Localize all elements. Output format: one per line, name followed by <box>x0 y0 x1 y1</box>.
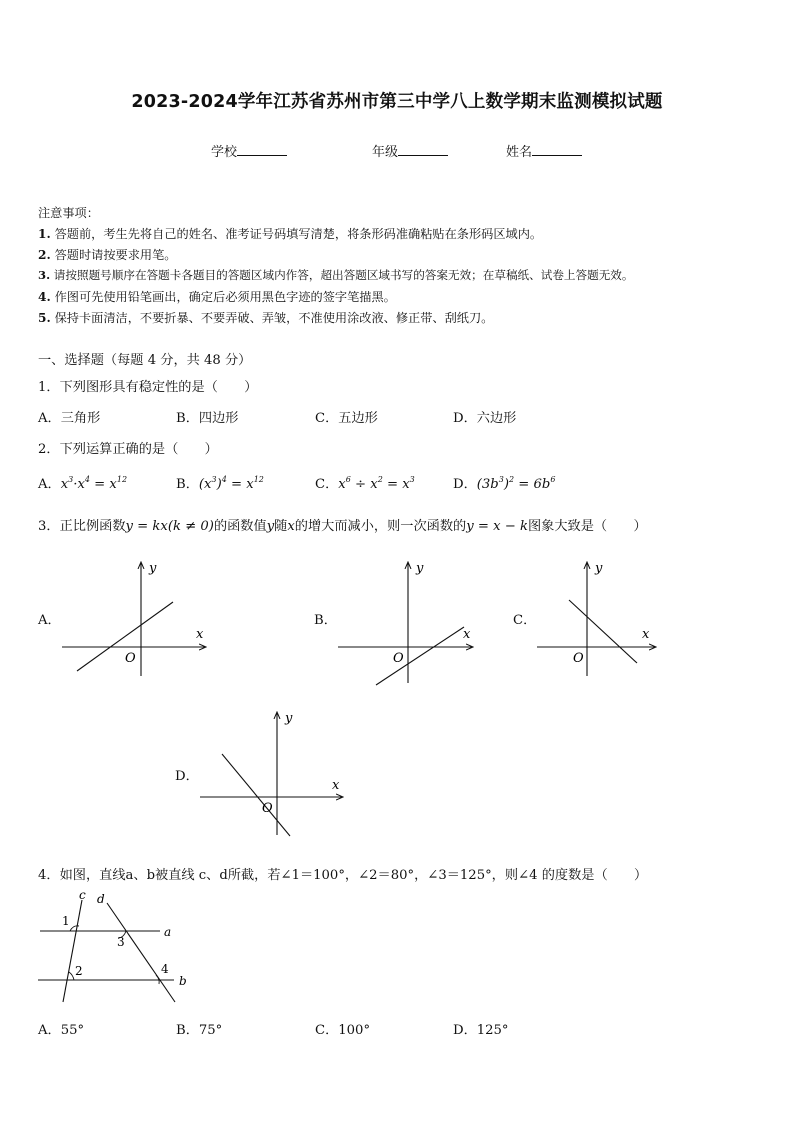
name-label: 姓名 <box>506 145 533 160</box>
y-label: y <box>285 711 293 726</box>
q1-option-a: A．三角形 <box>38 411 101 426</box>
option-label: D． <box>453 477 477 492</box>
q4-option-a: A．55° <box>38 1023 85 1038</box>
function-line <box>376 627 464 685</box>
notice-text: 作图可先使用铅笔画出，确定后必须用黑色字迹的签字笔描黑。 <box>54 290 396 304</box>
question-4-stem: 4．如图，直线a、b被直线 c、d所截，若∠1＝100°，∠2＝80°，∠3＝125°，则∠4 的度数是（ ） <box>38 868 648 883</box>
notice-text: 保持卡面清洁，不要折暴、不要弄破、弄皱，不准使用涂改液、修正带、刮纸刀。 <box>54 311 494 325</box>
option-label: B． <box>176 477 199 492</box>
notice-text: 请按照题号顺序在答题卡各题目的答题区域内作答，超出答题区域书写的答案无效；在草稿纸、试卷上答题无效。 <box>53 268 634 282</box>
school-label: 学校 <box>211 145 238 160</box>
formula: $x^6 \div x^2 = x^3$ <box>338 475 415 492</box>
stem-text: 的增大而减小，则一次函数的 <box>294 519 467 534</box>
function-line <box>222 754 290 836</box>
origin-label: O <box>262 801 273 816</box>
angle-1-arc <box>70 926 79 931</box>
graph-c <box>537 561 655 676</box>
graph-b <box>338 561 472 685</box>
notice-num: 5. <box>38 311 51 325</box>
stem-text: 图象大致是（ ） <box>527 519 647 534</box>
y-label: y <box>416 561 424 576</box>
q1-option-b: B．四边形 <box>176 411 239 426</box>
q1-option-c: C．五边形 <box>315 411 378 426</box>
formula: x <box>287 519 295 534</box>
notice-text: 答题前，考生先将自己的姓名、准考证号码填写清楚，将条形码准确粘贴在条形码区域内。 <box>54 227 543 241</box>
notice-num: 2. <box>38 248 51 262</box>
question-2-stem: 2．下列运算正确的是（ ） <box>38 442 218 457</box>
y-label: y <box>595 561 603 576</box>
label-d: d <box>97 892 105 906</box>
notice-num: 4. <box>38 290 51 304</box>
label-angle-3: 3 <box>117 935 125 949</box>
angle-2-arc <box>69 972 74 980</box>
q3-option-d-label: D． <box>175 769 199 784</box>
q1-option-d: D．六边形 <box>453 411 517 426</box>
q4-option-d: D．125° <box>453 1023 509 1038</box>
formula: y = x − k <box>466 519 528 534</box>
q3-option-c-label: C． <box>513 613 537 628</box>
label-b: b <box>179 974 187 988</box>
stem-text: 的函数值 <box>213 519 267 534</box>
label-a: a <box>164 925 172 939</box>
q3-option-b-label: B． <box>314 613 337 628</box>
notice-text: 答题时请按要求用笔。 <box>54 248 177 262</box>
formula: $(3b^3)^2 = 6b^6$ <box>476 475 556 492</box>
label-angle-4: 4 <box>161 962 169 976</box>
label-angle-2: 2 <box>75 964 83 978</box>
graph-a <box>62 561 205 676</box>
label-angle-1: 1 <box>62 914 70 928</box>
stem-text: 3．正比例函数 <box>38 519 126 534</box>
section-heading: 一、选择题（每题 4 分，共 48 分） <box>38 353 252 368</box>
question-1-stem: 1．下列图形具有稳定性的是（ ） <box>38 380 258 395</box>
q4-option-c: C．100° <box>315 1023 371 1038</box>
notice-heading: 注意事项： <box>38 206 99 220</box>
q4-figure <box>38 888 187 1002</box>
q3-option-a-label: A． <box>38 613 61 628</box>
option-label: C． <box>315 477 339 492</box>
q4-option-b: B．75° <box>176 1023 223 1038</box>
grade-label: 年级 <box>372 145 399 160</box>
page-title: 2023-2024学年江苏省苏州市第三中学八上数学期末监测模拟试题 <box>131 92 663 112</box>
origin-label: O <box>125 651 136 666</box>
formula: y = kx(k ≠ 0) <box>125 519 214 534</box>
x-label: x <box>196 627 204 642</box>
x-label: x <box>332 778 340 793</box>
line-d <box>107 903 175 1002</box>
y-label: y <box>149 561 157 576</box>
notice-num: 3. <box>38 268 51 282</box>
formula: y <box>266 519 275 534</box>
notice-num: 1. <box>38 227 51 241</box>
graph-d <box>200 711 342 836</box>
formula: $x^3\cdot x^4 = x^{12}$ <box>60 475 128 492</box>
x-label: x <box>463 627 471 642</box>
option-label: A． <box>38 477 61 492</box>
origin-label: O <box>573 651 584 666</box>
label-c: c <box>79 888 86 902</box>
x-label: x <box>642 627 650 642</box>
formula: $(x^3)^4 = x^{12}$ <box>198 475 264 492</box>
origin-label: O <box>393 651 404 666</box>
stem-text: 随 <box>274 519 288 534</box>
